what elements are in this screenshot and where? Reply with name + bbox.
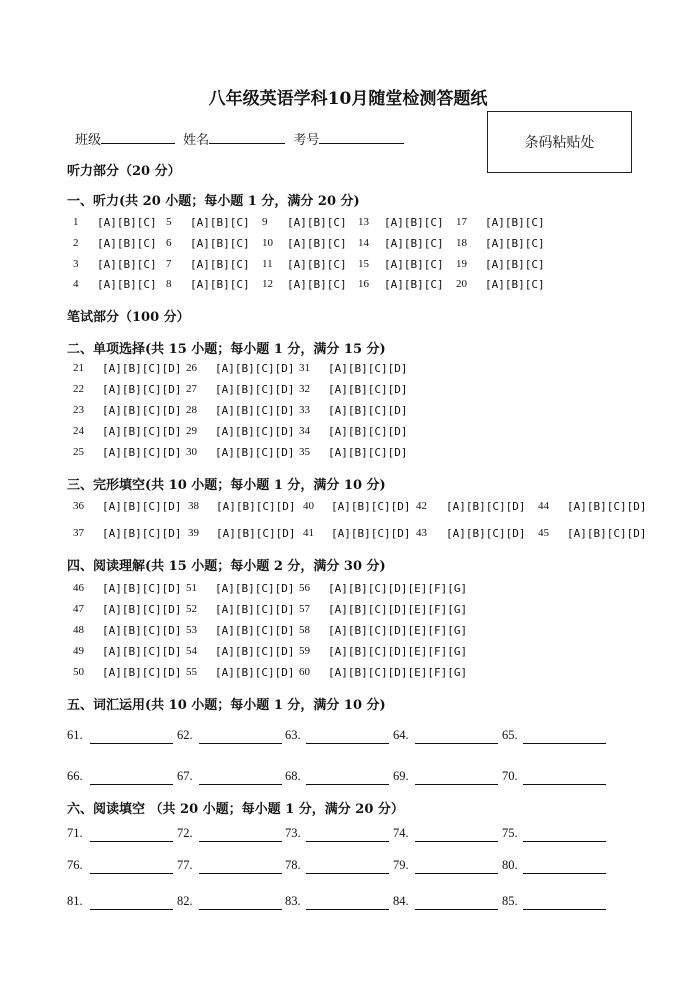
answer-options[interactable]: [A][B][C][D] (102, 527, 182, 540)
question-number: 57 (299, 603, 310, 615)
question-number: 12 (262, 278, 273, 290)
answer-options[interactable]: [A][B][C][D][E][F][G] (328, 645, 468, 658)
question-number: 67. (177, 769, 193, 783)
listening-part-heading: 听力部分（20 分） (67, 164, 181, 179)
question-number: 23 (73, 404, 84, 416)
question-number: 1 (73, 216, 79, 228)
question-number: 8 (166, 278, 172, 290)
answer-options[interactable]: [A][B][C][D] (446, 527, 526, 540)
answer-options[interactable]: [A][B][C] (485, 216, 545, 229)
section-title: 一、听力(共 20 小题；每小题 1 分，满分 20 分) (67, 194, 360, 209)
student-info-row (75, 129, 404, 148)
question-number: 30 (186, 446, 197, 458)
question-number: 26 (186, 362, 197, 374)
question-number: 21 (73, 362, 84, 374)
answer-blank-line[interactable] (306, 841, 389, 842)
answer-options[interactable]: [A][B][C][D] (102, 425, 182, 438)
question-number: 61. (67, 728, 83, 742)
question-number: 63. (285, 728, 301, 742)
answer-options[interactable]: [A][B][C] (485, 258, 545, 271)
question-number: 55 (186, 666, 197, 678)
exam-number-label: 考号 (293, 133, 320, 148)
section-title: 六、阅读填空 （共 20 小题；每小题 1 分，满分 20 分） (67, 802, 404, 817)
class-field[interactable] (101, 130, 175, 144)
question-number: 40 (303, 500, 314, 512)
question-number: 20 (456, 278, 467, 290)
answer-blank-line[interactable] (90, 909, 173, 910)
question-number: 47 (73, 603, 84, 615)
section-title: 五、词汇运用(共 10 小题；每小题 1 分，满分 10 分) (67, 698, 386, 713)
answer-options[interactable]: [A][B][C][D] (215, 666, 295, 679)
question-number: 37 (73, 527, 84, 539)
question-number: 28 (186, 404, 197, 416)
answer-options[interactable]: [A][B][C][D][E][F][G] (328, 582, 468, 595)
question-number: 70. (502, 769, 518, 783)
answer-options[interactable]: [A][B][C][D] (215, 362, 295, 375)
question-number: 77. (177, 858, 193, 872)
answer-options[interactable]: [A][B][C][D] (328, 404, 408, 417)
answer-options[interactable]: [A][B][C][D] (102, 582, 182, 595)
question-number: 76. (67, 858, 83, 872)
answer-options[interactable]: [A][B][C][D] (215, 404, 295, 417)
question-number: 7 (166, 258, 172, 270)
answer-options[interactable]: [A][B][C] (485, 237, 545, 250)
question-number: 74. (393, 826, 409, 840)
question-number: 6 (166, 237, 172, 249)
answer-options[interactable]: [A][B][C] (287, 216, 347, 229)
question-number: 56 (299, 582, 310, 594)
answer-options[interactable]: [A][B][C] (97, 216, 157, 229)
answer-options[interactable]: [A][B][C][D] (102, 666, 182, 679)
question-number: 19 (456, 258, 467, 270)
question-number: 73. (285, 826, 301, 840)
answer-options[interactable]: [A][B][C] (190, 237, 250, 250)
question-number: 66. (67, 769, 83, 783)
answer-options[interactable]: [A][B][C][D] (328, 425, 408, 438)
question-number: 18 (456, 237, 467, 249)
answer-options[interactable]: [A][B][C][D] (215, 383, 295, 396)
barcode-box (487, 111, 632, 173)
answer-options[interactable]: [A][B][C] (97, 258, 157, 271)
question-number: 50 (73, 666, 84, 678)
question-number: 13 (358, 216, 369, 228)
question-number: 31 (299, 362, 310, 374)
answer-blank-line[interactable] (415, 784, 498, 785)
answer-blank-line[interactable] (306, 909, 389, 910)
answer-blank-line[interactable] (199, 841, 282, 842)
question-number: 27 (186, 383, 197, 395)
answer-blank-line[interactable] (415, 841, 498, 842)
answer-options[interactable]: [A][B][C] (190, 278, 250, 291)
answer-options[interactable]: [A][B][C] (384, 237, 444, 250)
question-number: 36 (73, 500, 84, 512)
answer-blank-line[interactable] (306, 743, 389, 744)
answer-options[interactable]: [A][B][C] (287, 237, 347, 250)
answer-options[interactable]: [A][B][C][D] (215, 425, 295, 438)
answer-options[interactable]: [A][B][C] (384, 258, 444, 271)
question-number: 59 (299, 645, 310, 657)
answer-options[interactable]: [A][B][C] (287, 258, 347, 271)
answer-options[interactable]: [A][B][C] (97, 278, 157, 291)
question-number: 24 (73, 425, 84, 437)
answer-blank-line[interactable] (523, 841, 606, 842)
question-number: 72. (177, 826, 193, 840)
question-number: 4 (73, 278, 79, 290)
question-number: 43 (416, 527, 427, 539)
question-number: 79. (393, 858, 409, 872)
question-number: 33 (299, 404, 310, 416)
question-number: 29 (186, 425, 197, 437)
answer-blank-line[interactable] (523, 784, 606, 785)
question-number: 34 (299, 425, 310, 437)
answer-options[interactable]: [A][B][C][D] (328, 446, 408, 459)
question-number: 32 (299, 383, 310, 395)
answer-options[interactable]: [A][B][C][D] (216, 500, 296, 513)
question-number: 53 (186, 624, 197, 636)
question-number: 82. (177, 894, 193, 908)
question-number: 62. (177, 728, 193, 742)
answer-options[interactable]: [A][B][C][D] (215, 603, 295, 616)
barcode-label: 条码粘贴处 (524, 135, 595, 151)
answer-blank-line[interactable] (199, 743, 282, 744)
answer-options[interactable]: [A][B][C][D] (216, 527, 296, 540)
question-number: 65. (502, 728, 518, 742)
section-title: 二、单项选择(共 15 小题；每小题 1 分，满分 15 分) (67, 342, 386, 357)
answer-blank-line[interactable] (523, 909, 606, 910)
answer-options[interactable]: [A][B][C] (287, 278, 347, 291)
answer-options[interactable]: [A][B][C][D] (331, 527, 411, 540)
answer-options[interactable]: [A][B][C][D] (215, 645, 295, 658)
answer-options[interactable]: [A][B][C][D] (567, 527, 647, 540)
answer-blank-line[interactable] (306, 873, 389, 874)
answer-options[interactable]: [A][B][C][D] (102, 603, 182, 616)
question-number: 44 (538, 500, 549, 512)
answer-blank-line[interactable] (90, 841, 173, 842)
question-number: 54 (186, 645, 197, 657)
question-number: 58 (299, 624, 310, 636)
answer-blank-line[interactable] (199, 784, 282, 785)
answer-blank-line[interactable] (90, 784, 173, 785)
answer-blank-line[interactable] (90, 743, 173, 744)
question-number: 17 (456, 216, 467, 228)
name-label: 姓名 (183, 133, 210, 148)
answer-options[interactable]: [A][B][C] (384, 216, 444, 229)
written-part-heading: 笔试部分（100 分） (67, 310, 190, 325)
name-field[interactable] (209, 130, 285, 144)
answer-options[interactable]: [A][B][C][D][E][F][G] (328, 624, 468, 637)
question-number: 2 (73, 237, 79, 249)
answer-blank-line[interactable] (415, 873, 498, 874)
answer-options[interactable]: [A][B][C][D] (446, 500, 526, 513)
answer-options[interactable]: [A][B][C][D] (102, 624, 182, 637)
question-number: 80. (502, 858, 518, 872)
answer-options[interactable]: [A][B][C][D] (102, 404, 182, 417)
question-number: 64. (393, 728, 409, 742)
question-number: 48 (73, 624, 84, 636)
answer-options[interactable]: [A][B][C][D] (102, 446, 182, 459)
answer-options[interactable]: [A][B][C] (384, 278, 444, 291)
question-number: 5 (166, 216, 172, 228)
question-number: 3 (73, 258, 79, 270)
question-number: 68. (285, 769, 301, 783)
question-number: 25 (73, 446, 84, 458)
exam-number-field[interactable] (319, 130, 404, 144)
question-number: 14 (358, 237, 369, 249)
answer-options[interactable]: [A][B][C][D] (331, 500, 411, 513)
answer-options[interactable]: [A][B][C][D][E][F][G] (328, 603, 468, 616)
answer-blank-line[interactable] (199, 909, 282, 910)
question-number: 71. (67, 826, 83, 840)
question-number: 42 (416, 500, 427, 512)
question-number: 41 (303, 527, 314, 539)
answer-options[interactable]: [A][B][C][D] (215, 446, 295, 459)
question-number: 83. (285, 894, 301, 908)
question-number: 16 (358, 278, 369, 290)
answer-options[interactable]: [A][B][C][D] (328, 383, 408, 396)
question-number: 81. (67, 894, 83, 908)
question-number: 51 (186, 582, 197, 594)
question-number: 49 (73, 645, 84, 657)
answer-options[interactable]: [A][B][C][D] (102, 383, 182, 396)
answer-blank-line[interactable] (90, 873, 173, 874)
question-number: 15 (358, 258, 369, 270)
answer-options[interactable]: [A][B][C][D] (328, 362, 408, 375)
question-number: 10 (262, 237, 273, 249)
question-number: 78. (285, 858, 301, 872)
answer-options[interactable]: [A][B][C][D][E][F][G] (328, 666, 468, 679)
question-number: 39 (188, 527, 199, 539)
answer-options[interactable]: [A][B][C][D] (102, 362, 182, 375)
section-title: 三、完形填空(共 10 小题；每小题 1 分，满分 10 分) (67, 478, 386, 493)
answer-options[interactable]: [A][B][C][D] (215, 582, 295, 595)
answer-blank-line[interactable] (523, 873, 606, 874)
answer-options[interactable]: [A][B][C][D] (102, 500, 182, 513)
answer-blank-line[interactable] (199, 873, 282, 874)
question-number: 85. (502, 894, 518, 908)
question-number: 46 (73, 582, 84, 594)
answer-options[interactable]: [A][B][C] (190, 216, 250, 229)
question-number: 38 (188, 500, 199, 512)
question-number: 60 (299, 666, 310, 678)
answer-blank-line[interactable] (306, 784, 389, 785)
question-number: 75. (502, 826, 518, 840)
answer-options[interactable]: [A][B][C][D] (567, 500, 647, 513)
answer-options[interactable]: [A][B][C] (485, 278, 545, 291)
answer-blank-line[interactable] (523, 743, 606, 744)
question-number: 69. (393, 769, 409, 783)
question-number: 22 (73, 383, 84, 395)
answer-options[interactable]: [A][B][C][D] (102, 645, 182, 658)
answer-blank-line[interactable] (415, 909, 498, 910)
class-label: 班级 (75, 133, 102, 148)
section-title: 四、阅读理解(共 15 小题；每小题 2 分，满分 30 分) (67, 559, 386, 574)
question-number: 9 (262, 216, 268, 228)
answer-options[interactable]: [A][B][C] (97, 237, 157, 250)
answer-options[interactable]: [A][B][C][D] (215, 624, 295, 637)
answer-blank-line[interactable] (415, 743, 498, 744)
page-title: 八年级英语学科10月随堂检测答题纸 (208, 89, 488, 109)
answer-options[interactable]: [A][B][C] (190, 258, 250, 271)
question-number: 52 (186, 603, 197, 615)
question-number: 11 (262, 258, 273, 270)
question-number: 35 (299, 446, 310, 458)
question-number: 84. (393, 894, 409, 908)
question-number: 45 (538, 527, 549, 539)
